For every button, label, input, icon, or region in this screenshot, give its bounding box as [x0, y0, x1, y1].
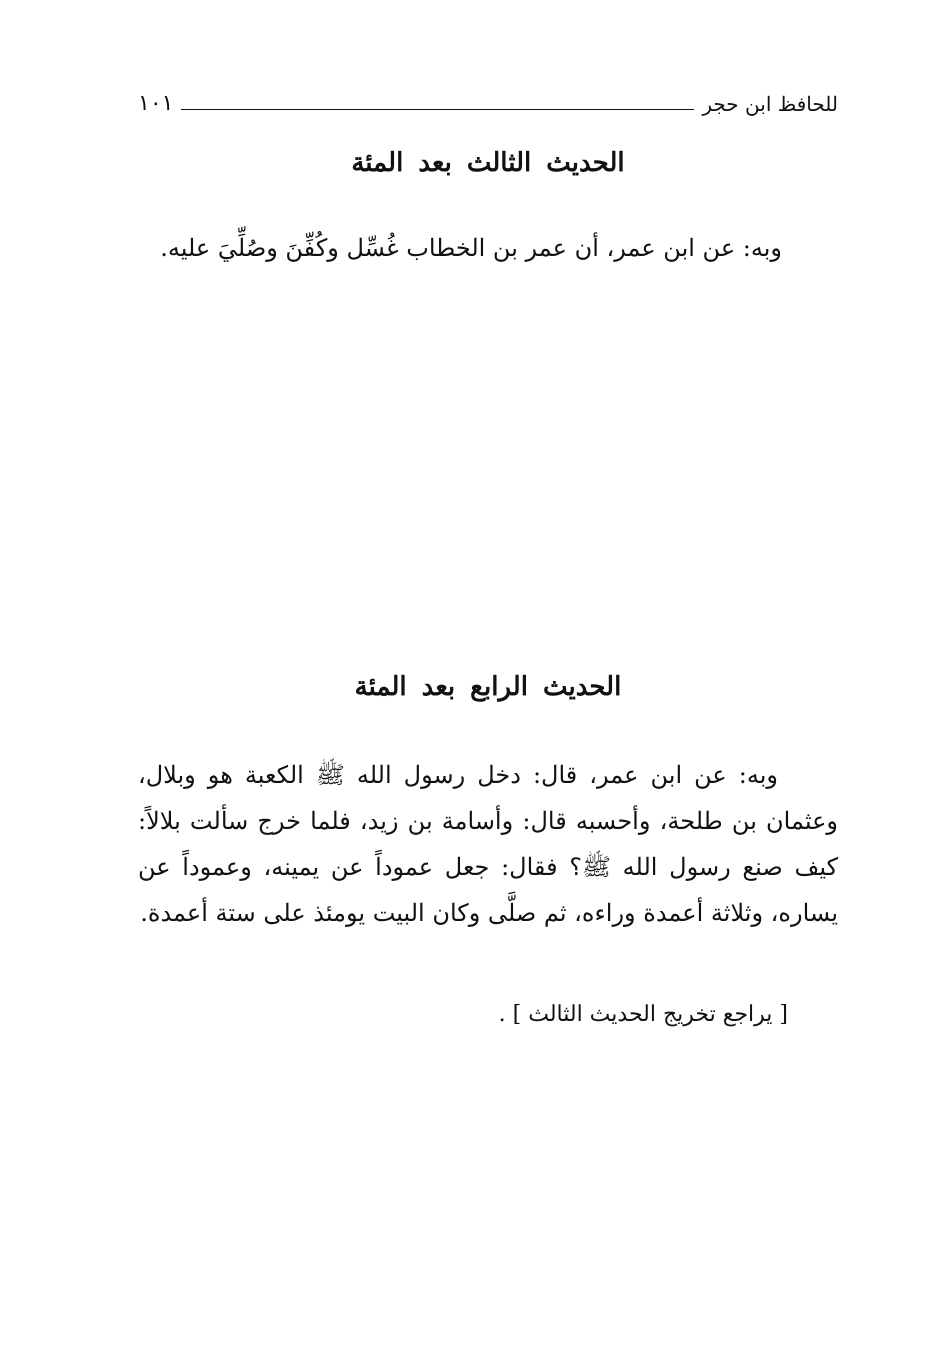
page-number: ١٠١: [138, 91, 174, 116]
running-header: [138, 86, 838, 116]
running-header-author: للحافظ ابن حجر: [702, 92, 838, 116]
takhrij-reference: [ يراجع تخريج الحديث الثالث ] .: [498, 1002, 788, 1027]
section-heading-104: الحديث الرابع بعد المئة: [354, 672, 622, 702]
hadith-text-104: وبه: عن ابن عمر، قال: دخل رسول الله ﷺ الكعبة هو وبلال، وعثمان بن طلحة، وأحسبه قال: وأسامة بن زيد، فلما خرج سألت بلالاً: كيف صنع رسول الله ﷺ؟ فقال: جعل عموداً عن يمينه، وعموداً عن يساره، وثلاثة أعمدة وراءه، ثم صلَّى وكان البيت يومئذ على ستة أعمدة.: [138, 761, 838, 927]
section-heading-103: الحديث الثالث بعد المئة: [351, 148, 625, 178]
hadith-text-103: وبه: عن ابن عمر، أن عمر بن الخطاب غُسِّل وكُفِّنَ وصُلِّيَ عليه.: [160, 234, 782, 262]
header-rule: [181, 109, 694, 110]
